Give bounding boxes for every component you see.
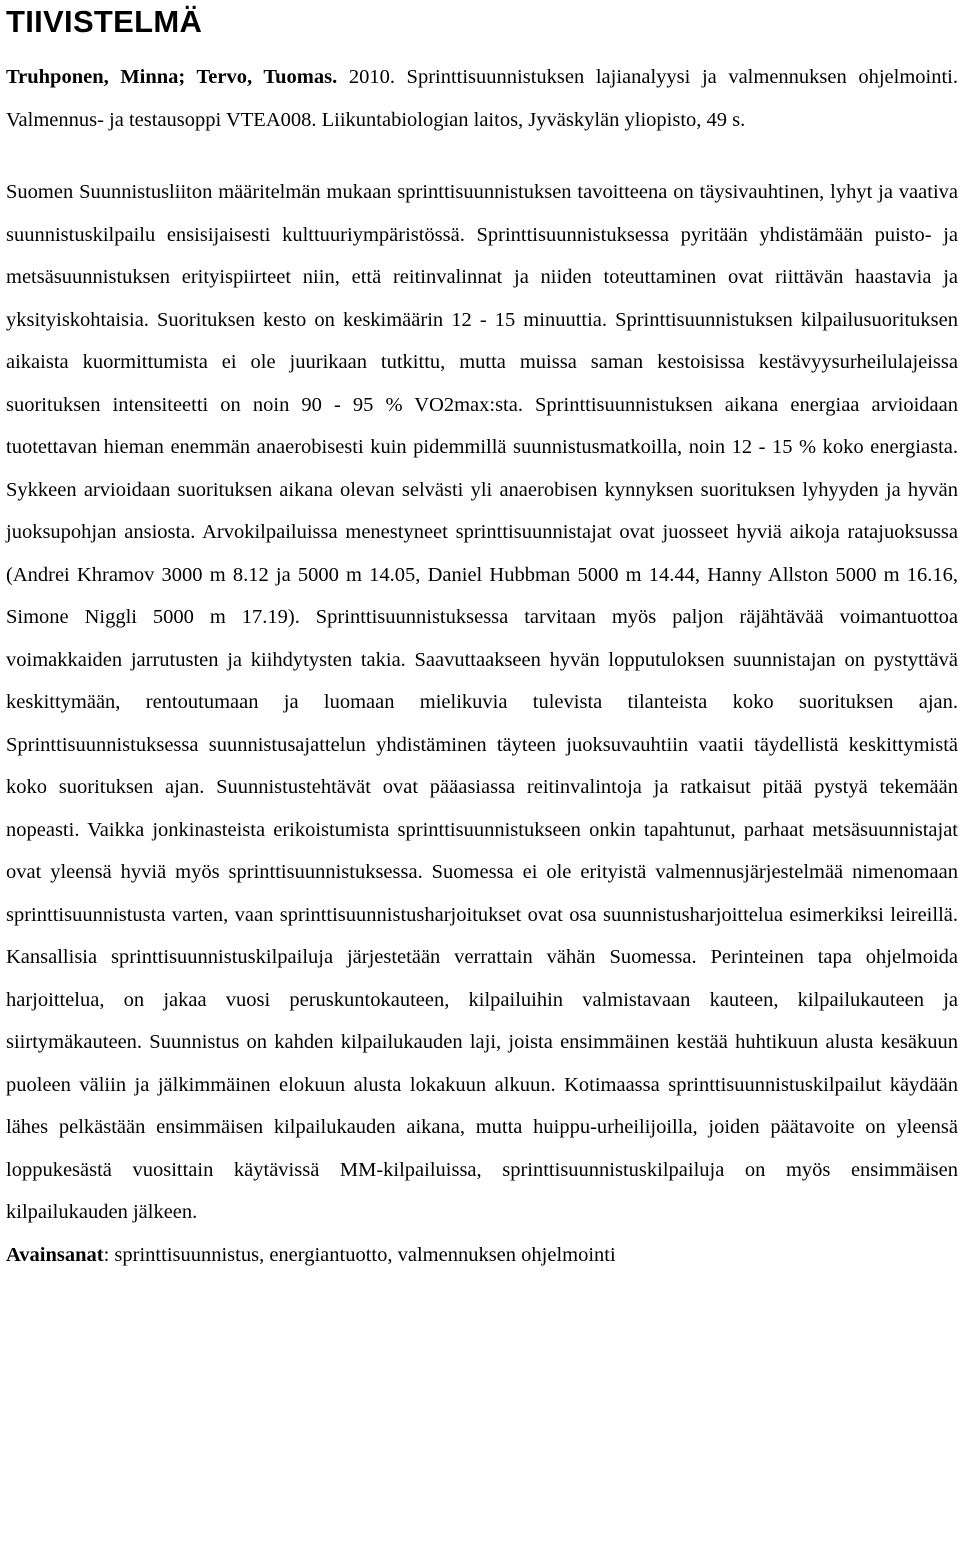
keywords-line	[6, 1234, 958, 1277]
keywords-label: Avainsanat	[6, 1243, 104, 1266]
keywords-separator: :	[103, 1243, 115, 1266]
citation-authors: Truhponen, Minna; Tervo, Tuomas.	[6, 66, 338, 88]
keywords-text: sprinttisuunnistus, energiantuotto, valmennuksen ohjelmointi	[114, 1243, 616, 1266]
abstract-paragraph: Suomen Suunnistusliiton määritelmän mukaan sprinttisuunnistuksen tavoitteena on täysivauhtinen, lyhyt ja vaativa suunnistuskilpailu ensisijaisesti kulttuuriympäristössä. Sprinttisuunnistuksessa pyritään yhdistämään puisto- ja metsäsuunnistuksen erityispiirteet niin, että reitinvalinnat ja niiden toteuttaminen ovat riittävän haastavia ja yksityiskohtaisia. Suorituksen kesto on keskimäärin 12 - 15 minuuttia. Sprinttisuunnistuksen kilpailusuorituksen aikaista kuormittumista ei ole juurikaan tutkittu, mutta muissa saman kestoisissa kestävyysurheilulajeissa suorituksen intensiteetti on noin 90 - 95 % VO2max:sta. Sprinttisuunnistuksen aikana energiaa arvioidaan tuotettavan hieman enemmän anaerobisesti kuin pidemmillä suunnistusmatkoilla, noin 12 - 15 % koko energiasta. Sykkeen arvioidaan suorituksen aikana olevan selvästi yli anaerobisen kynnyksen suorituksen lyhyyden ja hyvän juoksupohjan ansiosta. Arvokilpailuissa menestyneet sprinttisuunnistajat ovat juosseet hyviä aikoja ratajuoksussa (Andrei Khramov 3000 m 8.12 ja 5000 m 14.05, Daniel Hubbman 5000 m 14.44, Hanny Allston 5000 m 16.16, Simone Niggli 5000 m 17.19). Sprinttisuunnistuksessa tarvitaan myös paljon räjähtävää voimantuottoa voimakkaiden jarrutusten ja kiihdytysten takia. Saavuttaakseen hyvän lopputuloksen suunnistajan on pystyttävä keskittymään, rentoutumaan ja luomaan mielikuvia tulevista tilanteista koko suorituksen ajan. Sprinttisuunnistuksessa suunnistusajattelun yhdistäminen täyteen juoksuvauhtiin vaatii täydellistä keskittymistä koko suorituksen ajan. Suunnistustehtävät ovat pääasiassa reitinvalintoja ja ratkaisut pitää pystyä tekemään nopeasti. Vaikka jonkinasteista erikoistumista sprinttisuunnistukseen onkin tapahtunut, parhaat metsäsuunnistajat ovat yleensä hyviä myös sprinttisuunnistuksessa. Suomessa ei ole erityistä valmennusjärjestelmää nimenomaan sprinttisuunnistusta varten, vaan sprinttisuunnistusharjoitukset ovat osa suunnistusharjoittelua esimerkiksi leireillä. Kansallisia sprinttisuunnistuskilpailuja järjestetään verrattain vähän Suomessa. Perinteinen tapa ohjelmoida harjoittelua, on jakaa vuosi peruskuntokauteen, kilpailuihin valmistavaan kauteen, kilpailukauteen ja siirtymäkauteen. Suunnistus on kahden kilpailukauden laji, joista ensimmäinen kestää huhtikuun alusta kesäkuun puoleen väliin ja jälkimmäinen elokuun alusta lokakuun alkuun. Kotimaassa sprinttisuunnistuskilpailut käydään lähes pelkästään ensimmäisen kilpailukauden aikana, mutta huippu-urheilijoilla, joiden päätavoite on yleensä loppukesästä vuosittain käytävissä MM-kilpailuissa, sprinttisuunnistuskilpailuja on myös ensimmäisen kilpailukauden jälkeen.	[6, 181, 958, 1223]
document-page	[6, 0, 958, 1276]
citation-details: 2010. Sprinttisuunnistuksen lajianalyysi ja valmennuksen ohjelmointi. Valmennus- ja testausoppi VTEA008. Liikuntabiologian laitos, Jyväskylän yliopisto, 49 s.	[6, 66, 959, 131]
citation	[6, 56, 958, 141]
page-title: TIIVISTELMÄ	[6, 4, 203, 39]
